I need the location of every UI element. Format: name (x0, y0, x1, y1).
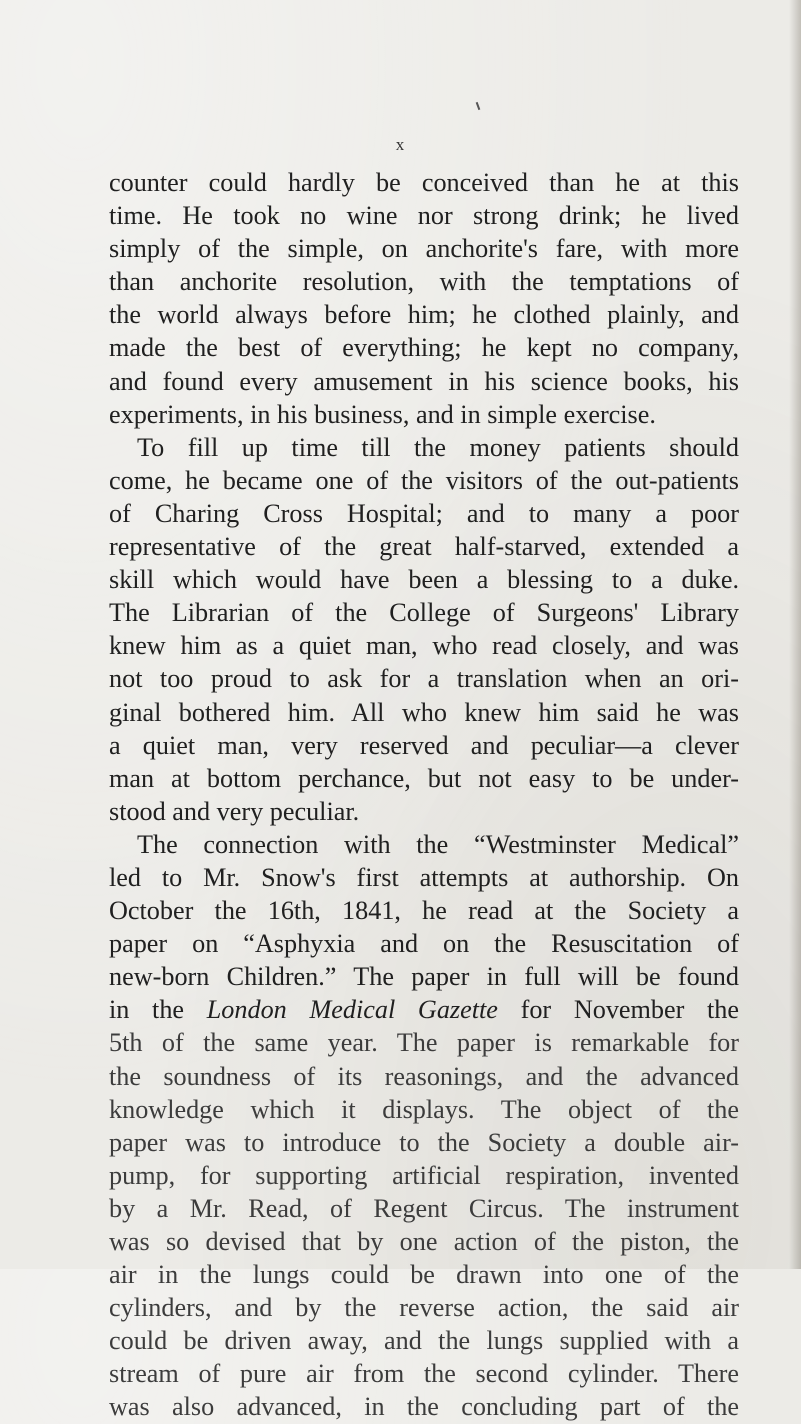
text-line: of Charing Cross Hospital; and to many a poor (109, 498, 739, 528)
text-line: than anchorite resolution, with the temptations of (109, 267, 739, 297)
text-line: the world always before him; he clothed plainly, and (109, 300, 739, 330)
text-line: skill which would have been a blessing to a duke. (109, 565, 739, 595)
text-line: The Librarian of the College of Surgeons' Library (109, 598, 739, 628)
text-line: stood and very peculiar. (109, 796, 360, 826)
page-edge-shadow (789, 0, 801, 1269)
text-line: knew him as a quiet man, who read closely, and was (109, 631, 739, 661)
text-line: stream of pure air from the second cylinder. There (109, 1359, 739, 1389)
journal-title: London Medical Gazette (206, 995, 498, 1025)
text-line: cylinders, and by the reverse action, the said air (109, 1293, 739, 1323)
text-line: The connection with the “Westminster Medical” (137, 829, 739, 859)
text-line: counter could hardly be conceived than he at this (109, 168, 739, 197)
print-speck (476, 102, 481, 110)
text-line: made the best of everything; he kept no company, (109, 333, 739, 363)
text-line: a quiet man, very reserved and peculiar—a clever (109, 730, 739, 760)
text-line: and found every amusement in his science books, his (109, 366, 739, 396)
text-line: experiments, in his business, and in simple exercise. (109, 399, 656, 429)
text-line: come, he became one of the visitors of the out-patients (109, 465, 739, 495)
text-fragment: for November the (520, 995, 740, 1025)
text-line: 5th of the same year. The paper is remarkable for (109, 1028, 739, 1058)
text-line: pump, for supporting artificial respiration, invented (109, 1160, 739, 1190)
text-line: the soundness of its reasonings, and the advanced (109, 1061, 739, 1091)
text-line: was also advanced, in the concluding part of the (109, 1392, 739, 1422)
text-line: air in the lungs could be drawn into one of the (109, 1260, 739, 1290)
text-line: was so devised that by one action of the piston, the (109, 1227, 739, 1256)
text-line-with-italic (109, 993, 739, 1026)
text-line: by a Mr. Read, of Regent Circus. The instrument (109, 1193, 739, 1223)
text-line: man at bottom perchance, but not easy to be under- (109, 763, 739, 793)
text-line: time. He took no wine nor strong drink; he lived (109, 201, 739, 231)
text-line: could be driven away, and the lungs supplied with a (109, 1326, 739, 1356)
body-text (109, 166, 739, 1424)
text-line: paper on “Asphyxia and on the Resuscitation of (109, 929, 739, 959)
text-line: representative of the great half-starved, extended a (109, 532, 739, 562)
text-line: To fill up time till the money patients should (137, 432, 739, 462)
text-line: not too proud to ask for a translation when an ori- (109, 664, 739, 694)
text-line: knowledge which it displays. The object of the (109, 1094, 739, 1124)
text-line: paper was to introduce to the Society a double air- (109, 1127, 739, 1157)
page-number: x (395, 135, 406, 154)
text-line: led to Mr. Snow's first attempts at authorship. On (109, 862, 739, 892)
text-fragment: in the (109, 995, 185, 1025)
text-line: October the 16th, 1841, he read at the Society a (109, 896, 739, 926)
text-line: new-born Children.” The paper in full will be found (109, 962, 739, 992)
text-line: simply of the simple, on anchorite's fare, with more (109, 234, 739, 264)
text-line: ginal bothered him. All who knew him said he was (109, 697, 739, 727)
